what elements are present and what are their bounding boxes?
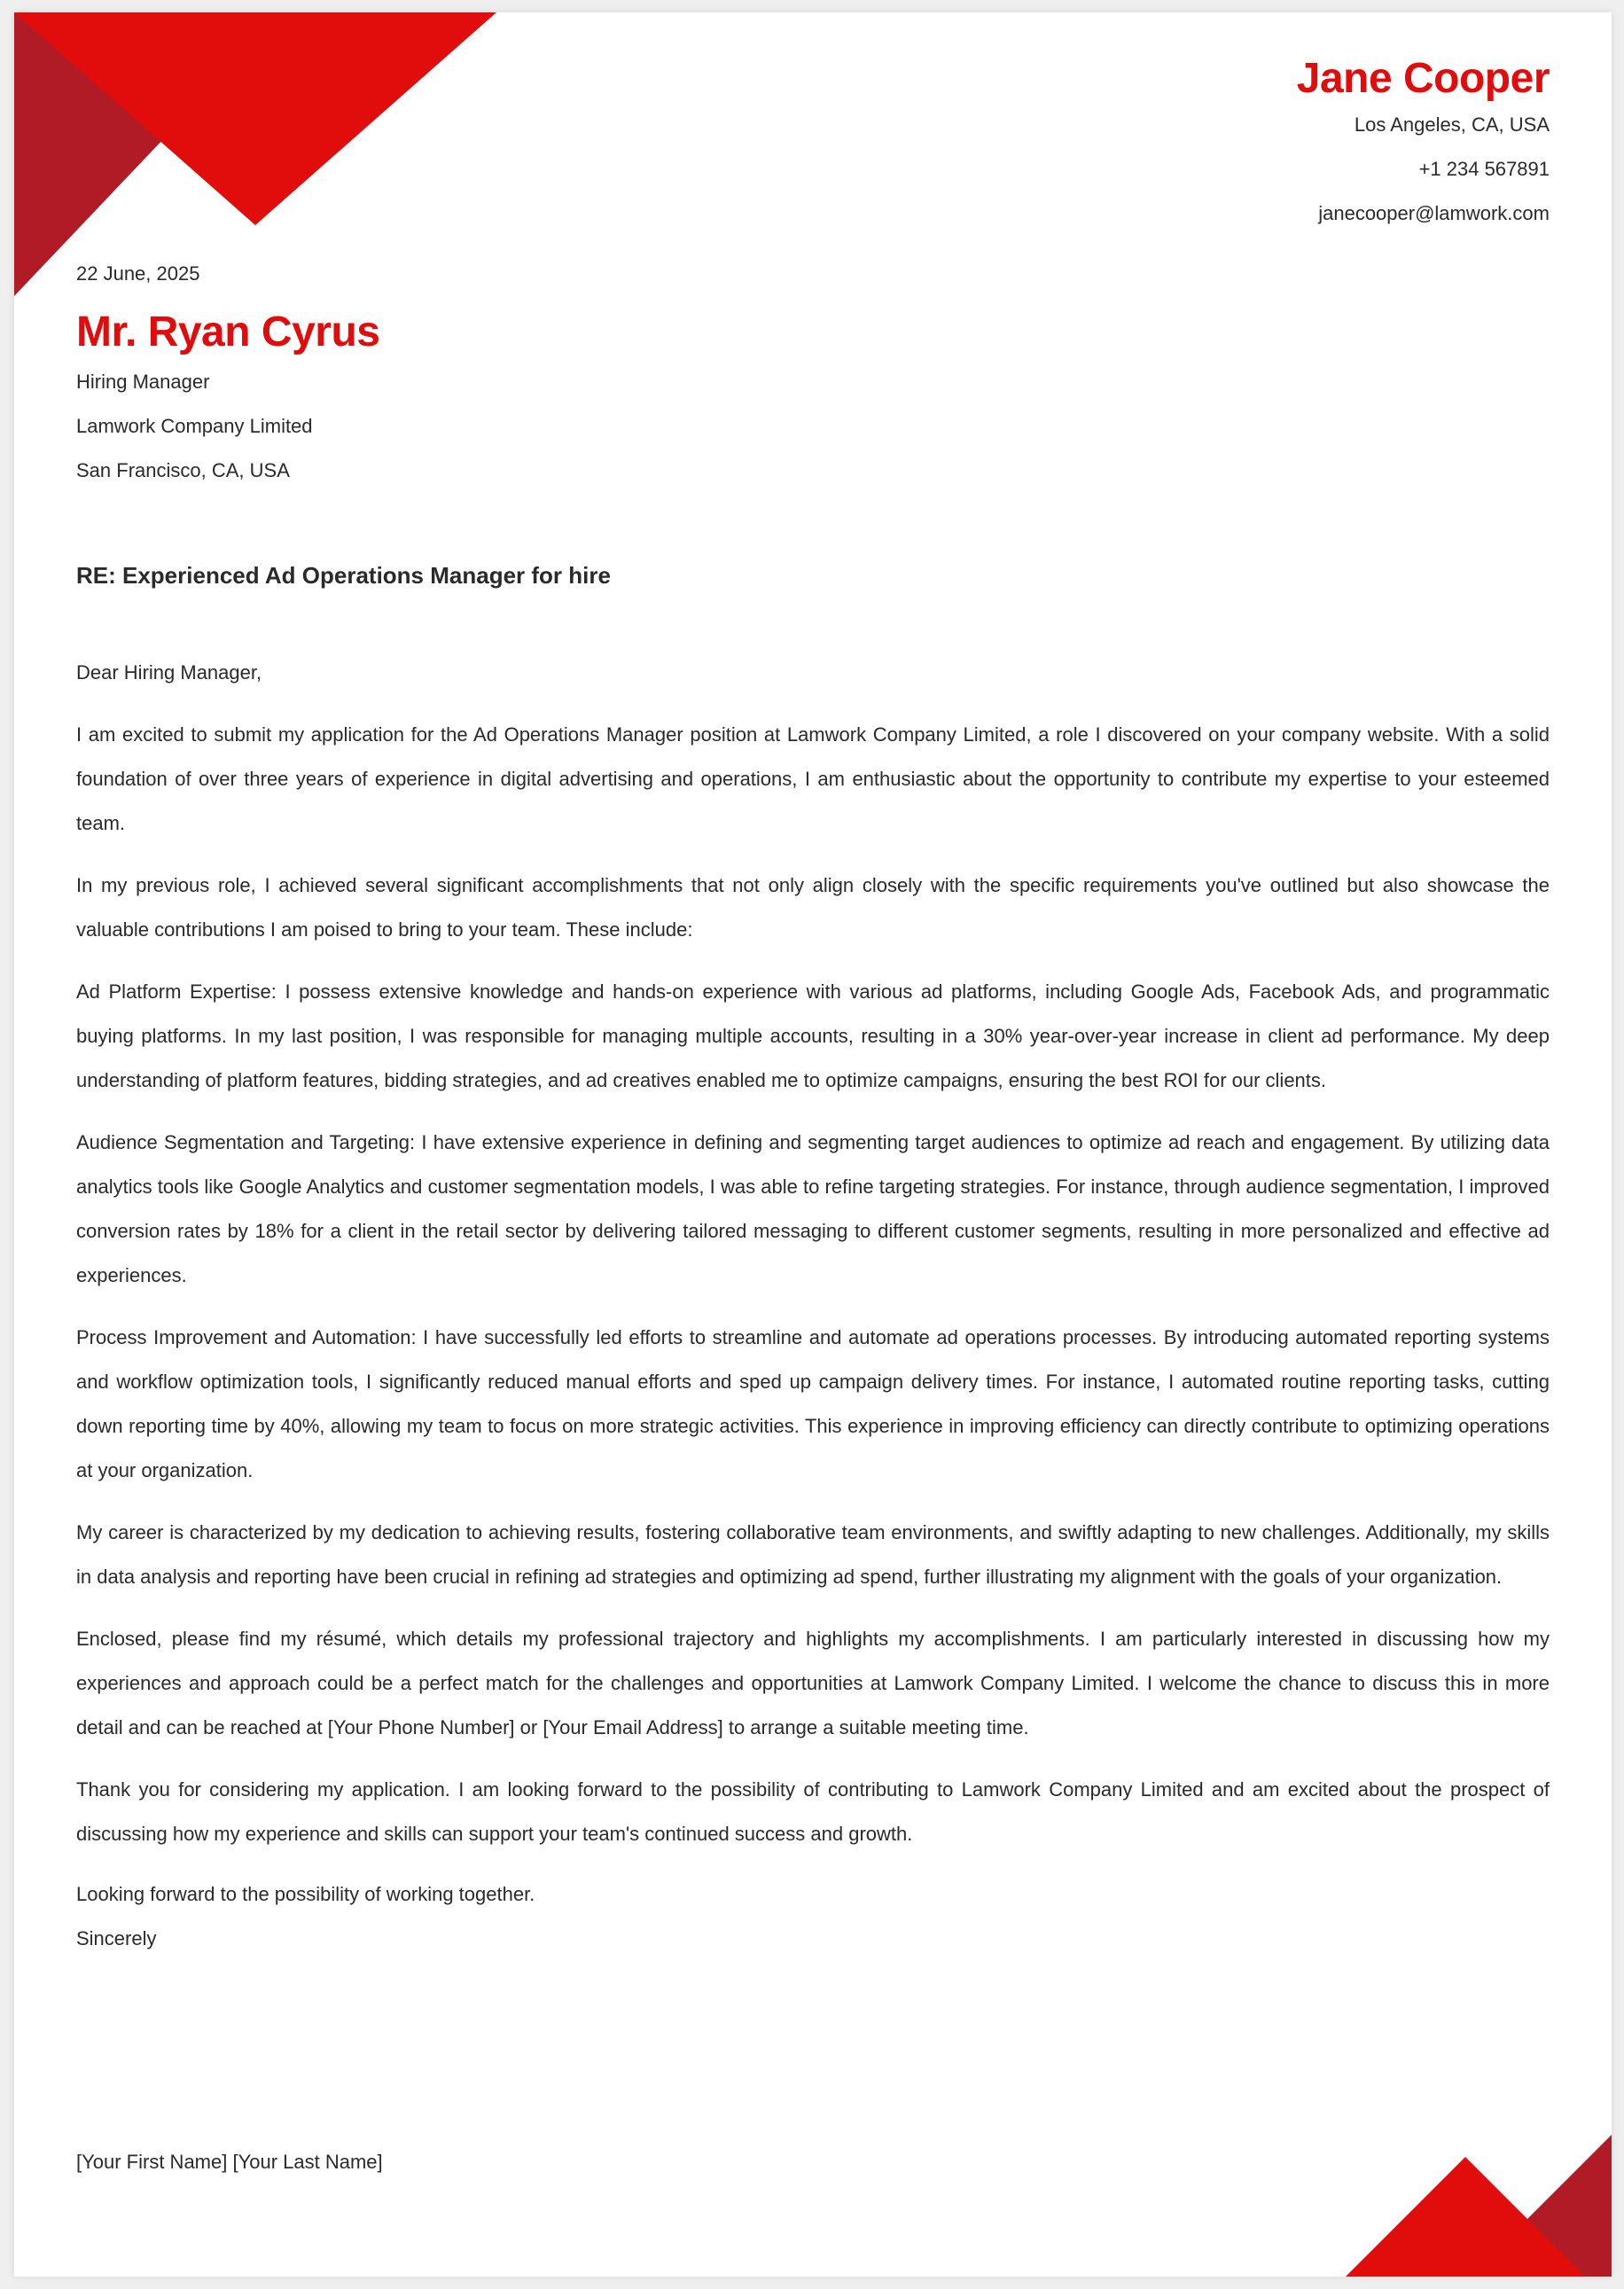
closing-block <box>76 1872 535 1961</box>
letter-body <box>76 651 1550 1874</box>
body-paragraph: Audience Segmentation and Targeting: I have extensive experience in defining and segmenting target audiences to optimize ad reach and engagement. By utilizing data analytics tools like Google Analytics and customer segmentation models, I was able to refine targeting strategies. For instance, through audience segmentation, I improved conversion rates by 18% for a client in the retail sector by delivering tailored messaging to different customer segments, resulting in more personalized and effective ad experiences. <box>76 1131 1550 1286</box>
corner-decoration-top-left <box>14 12 511 296</box>
letter-page <box>14 12 1612 2277</box>
body-paragraph: I am excited to submit my application for the Ad Operations Manager position at Lamwork Company Limited, a role I discovered on your company website. With a solid foundation of over three years of experience in digital advertising and operations, I am enthusiastic about the opportunity to contribute my expertise to your esteemed team. <box>76 723 1550 834</box>
sender-email: janecooper@lamwork.com <box>1318 202 1550 224</box>
body-paragraph: Ad Platform Expertise: I possess extensive knowledge and hands-on experience with various ad platforms, including Google Ads, Facebook Ads, and programmatic buying platforms. In my last position, I was responsible for managing multiple accounts, resulting in a 30% year-over-year increase in client ad performance. My deep understanding of platform features, bidding strategies, and ad creatives enabled me to optimize campaigns, ensuring the best ROI for our clients. <box>76 980 1550 1091</box>
sender-location: Los Angeles, CA, USA <box>1354 113 1550 136</box>
body-paragraph: In my previous role, I achieved several significant accomplishments that not only align closely with the specific requirements you've outlined but also showcase the valuable contributions I am poised to bring to your team. These include: <box>76 874 1550 941</box>
closing-line: Looking forward to the possibility of working together. <box>76 1883 535 1905</box>
closing-signoff: Sincerely <box>76 1927 157 1949</box>
corner-decoration-bottom-right <box>1346 2135 1612 2277</box>
subject-line: RE: Experienced Ad Operations Manager for hire <box>76 562 611 589</box>
letter-date: 22 June, 2025 <box>76 262 200 285</box>
recipient-block <box>76 305 379 493</box>
recipient-name: Mr. Ryan Cyrus <box>76 309 380 355</box>
recipient-company: Lamwork Company Limited <box>76 415 313 437</box>
body-paragraph: Thank you for considering my application. I am looking forward to the possibility of contributing to Lamwork Company Limited and am excited about the prospect of discussing how my experience and skills can support your team's continued success and growth. <box>76 1778 1550 1845</box>
signature-name: [Your First Name] [Your Last Name] <box>76 2151 383 2173</box>
recipient-location: San Francisco, CA, USA <box>76 459 290 481</box>
sender-phone: +1 234 567891 <box>1418 158 1550 180</box>
sender-block <box>1297 51 1550 236</box>
body-paragraph: Enclosed, please find my résumé, which details my professional trajectory and highlights my accomplishments. I am particularly interested in discussing how my experiences and approach could be a perfect match for the challenges and opportunities at Lamwork Company Limited. I welcome the chance to discuss this in more detail and can be reached at [Your Phone Number] or [Your Email Address] to arrange a suitable meeting time. <box>76 1628 1550 1738</box>
body-paragraph: My career is characterized by my dedication to achieving results, fostering collaborative team environments, and swiftly adapting to new challenges. Additionally, my skills in data analysis and reporting have been crucial in refining ad strategies and optimizing ad spend, further illustrating my alignment with the goals of your organization. <box>76 1521 1550 1588</box>
body-paragraph: Process Improvement and Automation: I have successfully led efforts to streamline and automate ad operations processes. By introducing automated reporting systems and workflow optimization tools, I significantly reduced manual efforts and sped up campaign delivery times. For instance, I automated routine reporting tasks, cutting down reporting time by 40%, allowing my team to focus on more strategic activities. This experience in improving efficiency can directly contribute to optimizing operations at your organization. <box>76 1326 1550 1481</box>
recipient-title: Hiring Manager <box>76 371 210 393</box>
salutation: Dear Hiring Manager, <box>76 661 262 684</box>
sender-name: Jane Cooper <box>1296 55 1550 102</box>
